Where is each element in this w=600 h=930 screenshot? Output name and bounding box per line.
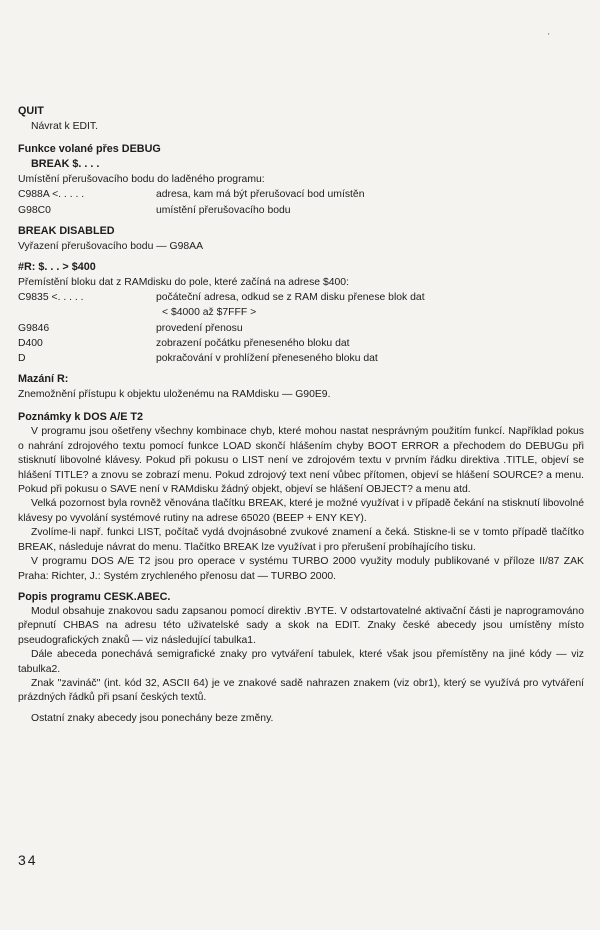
break-description: Umístění přerušovacího bodu do laděného programu: [18, 174, 265, 186]
command-row [18, 336, 584, 351]
r-command-description: Přemístění bloku dat z RAMdisku do pole, které začíná na adrese $400: [18, 277, 349, 289]
heading-debug-functions: Funkce volané přes DEBUG [18, 143, 161, 156]
command-key: C9835 <. . . . . [18, 292, 84, 304]
notes-paragraph: Velká pozornost byla rovněž věnována tlačítku BREAK, které je možné využívat i v případě čekání na stisknutí libovolné klávesy po vyvolání systémové rutiny na adrese 65020 (BEEP + ENY KEY). [18, 498, 584, 524]
command-row [18, 203, 584, 218]
page-number: 34 [18, 852, 38, 868]
command-key: C988A <. . . . . [18, 189, 85, 201]
cesk-paragraph: Znak "zavináč" (int. kód 32, ASCII 64) je ve znakové sadě nahrazen znakem (viz obr1), který se využívá pro vytváření prázdných řádků při psaní českých textů. [18, 677, 584, 704]
notes-paragraph: V programu DOS A/E T2 jsou pro operace v systému TURBO 2000 využity moduly publikované v příloze II/87 ZAK Praha: Richter, J.: Systém zrychleného přenosu dat — TURBO 2000. [18, 556, 584, 582]
command-desc: zobrazení počátku přeneseného bloku dat [156, 337, 350, 349]
command-key: G9846 [18, 322, 50, 334]
quit-description: Návrat k EDIT. [31, 121, 98, 132]
break-disabled-description: Vyřazení přerušovacího bodu — G98AA [18, 240, 204, 252]
heading-cesk-abec: Popis programu CESK.ABEC. [18, 590, 171, 603]
mazani-description: Znemožnění přístupu k objektu uloženému na RAMdisku — G90E9. [18, 389, 331, 401]
command-row [18, 290, 584, 305]
command-row [18, 321, 584, 336]
heading-break: BREAK $. . . . [31, 158, 100, 171]
notes-paragraph: Zvolíme-li např. funkci LIST, počítač vydá dvojnásobné zvukové znamení a čeká. Stiskne-li se v tomto případě tlačítko BREAK, následuje návrat do menu. Tlačítko BREAK lze využívat i pro přerušení probíhajícího tisku. [18, 527, 584, 553]
heading-r-command: #R: $. . . > $400 [18, 261, 96, 274]
notes-paragraph: V programu jsou ošetřeny všechny kombinace chyb, které mohou nastat nesprávným použitím funkcí. Například pokus o nahrání zdrojového textu pomocí funkce LOAD skončí hlášením chyby BOOT ERROR a přechodem do DEBUGu při stisknutí libovolné klávesy. Pokud při pokusu o LIST není ve zdrojovém textu v prvním řádku direktiva .TITLE, objeví se hlášení TITLE? a znovu se zobrazí menu. Pokud zdrojový text není vůbec přítomen, objeví se hlášení SOURCE? a menu. Pokud při pokusu o SAVE není v RAMdisku žádný objekt, objeví se hlášení OBJECT? a menu atd. [18, 426, 584, 496]
command-row [18, 351, 584, 366]
command-key: D [18, 353, 26, 365]
command-desc: adresa, kam má být přerušovací bod umístěn [156, 189, 365, 201]
command-row [18, 187, 584, 202]
heading-notes: Poznámky k DOS A/E T2 [18, 411, 144, 424]
command-desc: pokračování v prohlížení přeneseného bloku dat [156, 353, 378, 365]
heading-quit: QUIT [18, 105, 44, 117]
command-desc: počáteční adresa, odkud se z RAM disku přenese blok dat [156, 292, 425, 304]
command-key: G98C0 [18, 204, 51, 216]
command-desc: provedení přenosu [156, 322, 243, 334]
heading-break-disabled: BREAK DISABLED [18, 224, 115, 237]
document-page [18, 104, 584, 726]
command-key [18, 305, 156, 320]
command-key: D400 [18, 337, 43, 349]
cesk-paragraph: Dále abeceda ponechává semigrafické znaky pro vytváření tabulek, které však jsou přemístěny na jiné kódy — viz tabulka2. [18, 649, 584, 675]
cesk-paragraph: Ostatní znaky abecedy jsou ponechány beze změny. [31, 712, 274, 724]
cesk-paragraph: Modul obsahuje znakovou sadu zapsanou pomocí direktiv .BYTE. V odstartovatelné aktivační části je naprogramováno přepnutí CHBAS na adresu této uživatelské sady a skok na EDIT. Znaky české abecedy jsou umístěny místo pseudografických znaků — viz následující tabulka1. [18, 605, 584, 646]
command-desc: < $4000 až $7FFF > [162, 307, 257, 319]
heading-mazani: Mazání R: [18, 373, 69, 386]
corner-mark: ' [548, 32, 550, 41]
command-row [18, 305, 584, 320]
command-desc: umístění přerušovacího bodu [156, 204, 291, 216]
